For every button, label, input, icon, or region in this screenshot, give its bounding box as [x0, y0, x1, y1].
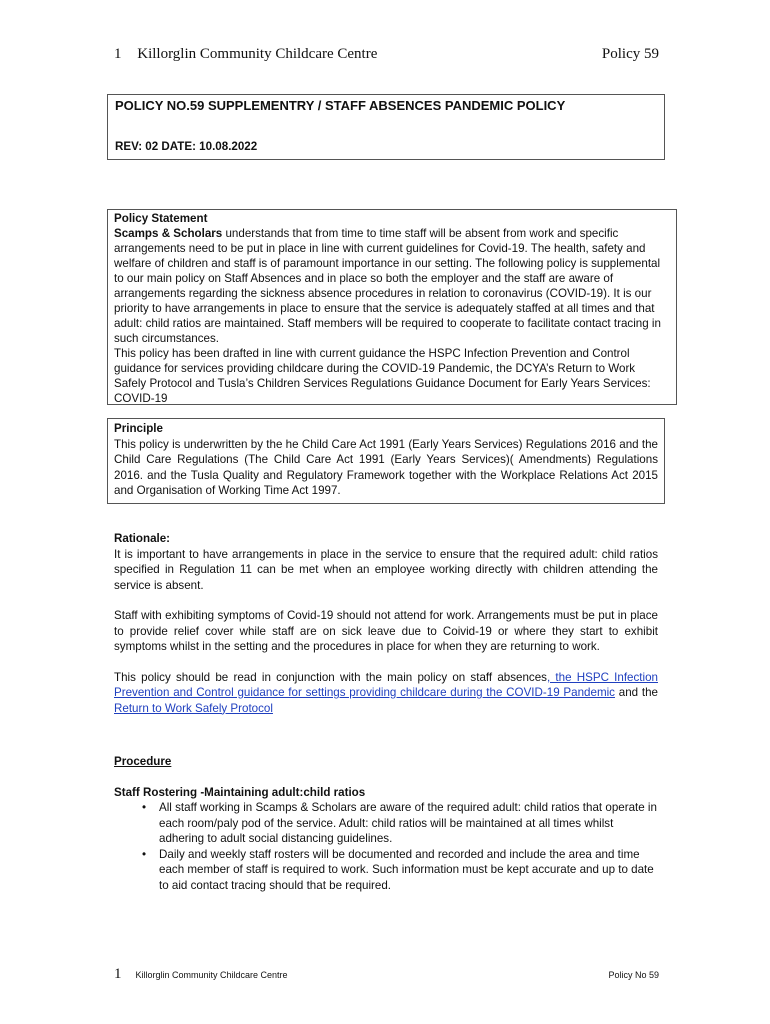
return-to-work-link[interactable]: Return to Work Safely Protocol	[114, 701, 273, 715]
policy-statement-para1-text: understands that from time to time staff will be absent from work and specific arrangements need to be put in place in line with current guidelines for Covid-19. The health, safety and welfare of children and staff is of paramount importance in our setting. The following policy is supplemental to our main policy on Staff Absences and in place so both the employer and the staff are aware of arrangements regarding the sickness absence procedures in relation to coronavirus (COVID-19). It is our priority to have arrangements in place to ensure that the service is adequately staffed at all times and that adult: child ratios are maintained. Staff members will be required to cooperate to facilitate contact tracing in such circumstances.	[114, 227, 661, 345]
footer-page-number: 1	[114, 966, 122, 982]
header-page-number: 1	[114, 46, 122, 62]
rationale-para3-mid: and the	[614, 686, 658, 699]
rationale-para1: It is important to have arrangements in place in the service to ensure that the required adult: child ratios specified in Regulation 11 can be met when an employee working directly with children attending the service is absent.	[114, 547, 658, 592]
procedure-bullet-list	[114, 800, 658, 893]
policy-statement-heading: Policy Statement	[114, 212, 208, 225]
principle-box	[107, 418, 665, 504]
rationale-heading: Rationale:	[114, 532, 171, 545]
hspc-guidance-link[interactable]: , the HSPC Infection Prevention and Control guidance for settings providing childcare during the COVID-19 Pandemic	[114, 670, 658, 699]
policy-statement-para1	[114, 226, 670, 346]
footer-org-name: Killorglin Community Childcare Centre	[135, 970, 288, 980]
org-name: Scamps & Scholars	[114, 227, 223, 240]
policy-statement-box	[107, 209, 677, 405]
list-item	[114, 800, 658, 847]
principle-heading: Principle	[114, 422, 163, 435]
procedure-section	[114, 754, 658, 893]
header-policy-label: Policy 59	[601, 46, 659, 62]
procedure-heading: Procedure	[114, 755, 172, 768]
bullet-text: All staff working in Scamps & Scholars are aware of the required adult: child ratios that operate in each room/paly pod of the service. Adult: child ratios will be maintained at all times whilst adhering to adult social distancing guidelines.	[159, 801, 657, 845]
policy-statement-para2: This policy has been drafted in line with current guidance the HSPC Infection Prevention and Control guidance for services providing childcare during the COVID-19 Pandemic, the DCYA’s Return to Work Safely Protocol and Tusla’s Children Services Regulations Guidance Document for Early Years Services: COVID-19	[114, 347, 651, 405]
list-item	[114, 847, 658, 894]
bullet-icon: •	[142, 847, 147, 861]
header-org-name: Killorglin Community Childcare Centre	[137, 46, 378, 62]
page-header	[114, 46, 659, 63]
revision-date: REV: 02 DATE: 10.08.2022	[115, 140, 258, 153]
bullet-text: Daily and weekly staff rosters will be documented and recorded and include the area and time each member of staff is required to work. Such information must be kept accurate and up to date to aid contact tracing should that be required.	[159, 847, 654, 892]
rationale-para3	[114, 670, 658, 717]
rationale-para2: Staff with exhibiting symptoms of Covid-19 should not attend for work. Arrangements must be put in place to provide relief cover while staff are on sick leave due to Coivid-19 or where they start to exhibit symptoms whilst in the setting and the procedures in place for when they are returning to work.	[114, 609, 658, 653]
principle-text: This policy is underwritten by the he Child Care Act 1991 (Early Years Services) Regulations 2016 and the Child Care Regulations (The Child Care Act 1991 (Early Years Services)( Amendments) Regulations 2016. and the Tusla Quality and Regulatory Framework together with the Workplace Relations Act 2015 and Organisation of Working Time Act 1997.	[114, 437, 658, 497]
footer-policy-label: Policy No 59	[608, 970, 659, 980]
policy-title: POLICY NO.59 SUPPLEMENTRY / STAFF ABSENCES PANDEMIC POLICY	[115, 98, 566, 113]
bullet-icon: •	[142, 801, 147, 814]
title-box	[107, 94, 665, 160]
staff-rostering-subheading: Staff Rostering -Maintaining adult:child ratios	[114, 785, 366, 799]
rationale-para3-start: This policy should be read in conjunction with the main policy on staff absences	[114, 670, 547, 684]
page-footer	[114, 966, 659, 983]
rationale-section	[114, 531, 658, 716]
